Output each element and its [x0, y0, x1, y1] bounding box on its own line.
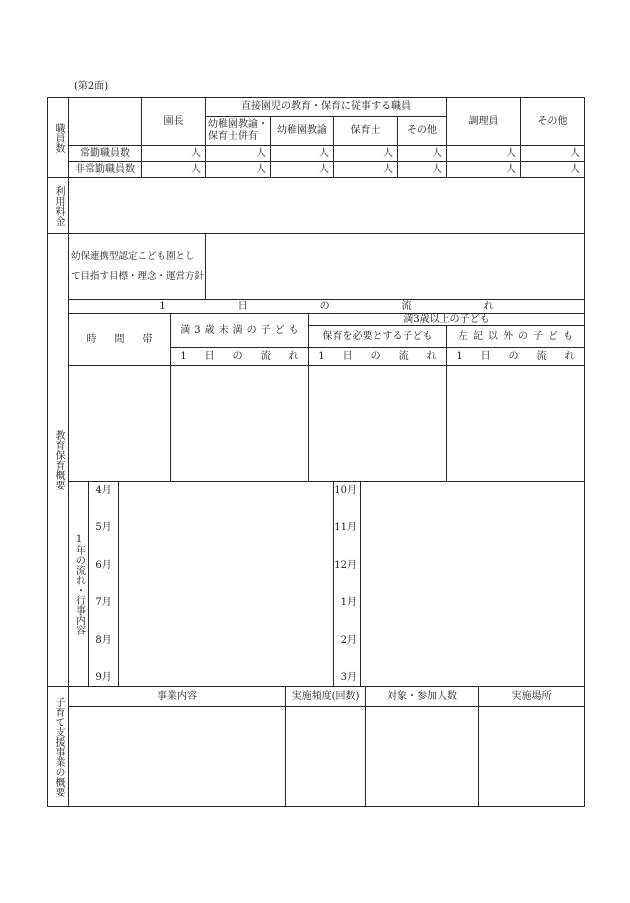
unit-label: 人	[432, 147, 442, 159]
row-label-full-time	[68, 145, 142, 162]
events-first-half-field[interactable]	[118, 481, 334, 687]
events-second-half-field[interactable]	[360, 481, 585, 687]
month-label: 9月	[95, 671, 112, 683]
daily-flow-title	[68, 299, 585, 314]
month-label: 11月	[334, 522, 357, 534]
over-3-other-daily-flow-header	[446, 347, 593, 366]
over-3-needs-care-header	[308, 325, 447, 348]
page-number-label: (第2面)	[74, 81, 109, 92]
col-header-cook	[446, 97, 521, 146]
col-header-direct-care-staff	[205, 97, 447, 117]
annual-flow-label-text: 1年の流れ・行事内容	[73, 533, 85, 635]
col-header-nursery-teacher-text: 保育士	[350, 125, 381, 136]
under-3-header-text: 満3歳未満の子ども	[180, 324, 303, 336]
goals-field[interactable]	[205, 233, 585, 300]
full-time-kindergarten-teacher-count[interactable]	[270, 145, 334, 162]
full-time-dual-license-count[interactable]	[205, 145, 271, 162]
part-time-other-count[interactable]	[520, 161, 585, 178]
goals-label-text	[71, 247, 204, 287]
row-label-part-time-text: 非常勤職員数	[75, 163, 135, 175]
month-label: 5月	[95, 522, 112, 534]
support-section-label-text: 子育て支援事業の概要	[53, 696, 64, 797]
col-header-dual-license	[205, 116, 271, 146]
unit-label: 人	[383, 163, 393, 175]
over-3-other-daily-flow-header-text: 1日の流れ	[456, 350, 593, 362]
col-header-participants-text: 対象・参加人数	[387, 690, 457, 702]
overview-section-label	[47, 233, 69, 687]
over-3-needs-care-daily-flow-header	[308, 347, 455, 366]
staff-section-label-text: 職員数	[53, 122, 64, 153]
venue-field[interactable]	[478, 706, 585, 807]
full-time-nursery-teacher-count[interactable]	[333, 145, 398, 162]
dual-license-line-1: 幼稚園教諭・	[208, 119, 268, 130]
month-label: 4月	[95, 485, 112, 496]
part-time-principal-count[interactable]	[141, 161, 206, 178]
month-label: 8月	[95, 634, 112, 646]
fees-section-label	[47, 177, 69, 234]
unit-label: 人	[256, 147, 266, 159]
dual-license-line-2: 保育士併有	[208, 131, 258, 142]
under-3-header	[170, 313, 309, 348]
col-header-principal-text: 園長	[163, 115, 184, 127]
month-label: 7月	[95, 597, 112, 609]
over-3-needs-care-daily-flow-header-text: 1日の流れ	[318, 350, 455, 362]
time-slot-header	[68, 313, 171, 366]
col-header-kindergarten-teacher	[270, 116, 334, 146]
col-header-dual-license-text	[208, 119, 268, 143]
goals-label-line-1: 幼保連携型認定こども園とし	[71, 250, 195, 262]
under-3-daily-flow-header-text: 1日の流れ	[180, 350, 317, 362]
full-time-cook-count[interactable]	[446, 145, 521, 162]
time-slot-header-text: 時間帯	[86, 333, 171, 345]
col-header-venue-text: 実施場所	[511, 690, 552, 702]
col-header-direct-other-text: その他	[407, 125, 437, 136]
part-time-nursery-teacher-count[interactable]	[333, 161, 398, 178]
month-label: 6月	[95, 559, 112, 571]
month-label: 10月	[334, 485, 357, 496]
col-header-nursery-teacher	[333, 116, 398, 146]
col-header-direct-care-staff-text: 直接園児の教育・保育に従事する職員	[241, 101, 411, 112]
time-slot-field[interactable]	[68, 365, 171, 482]
unit-label: 人	[570, 163, 580, 175]
col-header-other-text: その他	[537, 115, 568, 127]
col-header-venue	[478, 686, 585, 707]
staff-header-corner	[68, 97, 142, 146]
col-header-kindergarten-teacher-text: 幼稚園教諭	[277, 125, 327, 136]
part-time-dual-license-count[interactable]	[205, 161, 271, 178]
unit-label: 人	[319, 163, 329, 175]
col-header-frequency	[285, 686, 366, 707]
part-time-cook-count[interactable]	[446, 161, 521, 178]
fees-field[interactable]	[68, 177, 585, 234]
month-label: 2月	[340, 634, 357, 646]
col-header-principal	[141, 97, 206, 146]
overview-section-label-text: 教育保育概要	[53, 430, 64, 490]
support-section-label	[47, 686, 69, 807]
goals-label-line-2: て目指す目標・理念・運営方針	[71, 270, 205, 282]
unit-label: 人	[319, 147, 329, 159]
col-header-other	[520, 97, 585, 146]
col-header-program-content	[68, 686, 286, 707]
months-second-half	[333, 481, 361, 687]
fees-section-label-text: 利用料金	[53, 185, 64, 226]
row-label-full-time-text: 常勤職員数	[80, 147, 130, 159]
staff-section-label	[47, 97, 69, 178]
under-3-daily-flow-header	[170, 347, 317, 366]
program-content-field[interactable]	[68, 706, 286, 807]
months-first-half	[88, 481, 119, 687]
unit-label: 人	[256, 163, 266, 175]
unit-label: 人	[383, 147, 393, 159]
full-time-other-count[interactable]	[520, 145, 585, 162]
participants-field[interactable]	[365, 706, 479, 807]
part-time-kindergarten-teacher-count[interactable]	[270, 161, 334, 178]
col-header-participants	[365, 686, 479, 707]
unit-label: 人	[191, 147, 201, 159]
part-time-direct-other-count[interactable]	[397, 161, 447, 178]
daily-flow-title-text: 1日の流れ	[159, 300, 566, 312]
goals-label	[68, 233, 206, 300]
full-time-direct-other-count[interactable]	[397, 145, 447, 162]
month-label: 3月	[340, 671, 357, 683]
unit-label: 人	[506, 147, 516, 159]
over-3-other-header-text: 左記以外の子ども	[458, 330, 578, 342]
annual-flow-label	[68, 481, 89, 687]
month-label: 12月	[334, 559, 357, 571]
unit-label: 人	[506, 163, 516, 175]
col-header-cook-text: 調理員	[468, 115, 499, 127]
unit-label: 人	[432, 163, 442, 175]
col-header-frequency-text: 実施頻度(回数)	[291, 690, 360, 702]
over-3-other-daily-flow-field[interactable]	[446, 365, 585, 482]
col-header-program-content-text: 事業内容	[157, 690, 197, 702]
over-3-needs-care-daily-flow-field[interactable]	[308, 365, 447, 482]
unit-label: 人	[570, 147, 580, 159]
unit-label: 人	[191, 163, 201, 175]
under-3-daily-flow-field[interactable]	[170, 365, 309, 482]
col-header-direct-other	[397, 116, 447, 146]
over-3-header-text: 満3歳以上の子ども	[403, 313, 490, 325]
row-label-part-time	[68, 161, 142, 178]
over-3-other-header	[446, 325, 585, 348]
full-time-principal-count[interactable]	[141, 145, 206, 162]
frequency-field[interactable]	[285, 706, 366, 807]
over-3-needs-care-header-text: 保育を必要とする子ども	[322, 330, 433, 342]
month-label: 1月	[340, 597, 357, 609]
